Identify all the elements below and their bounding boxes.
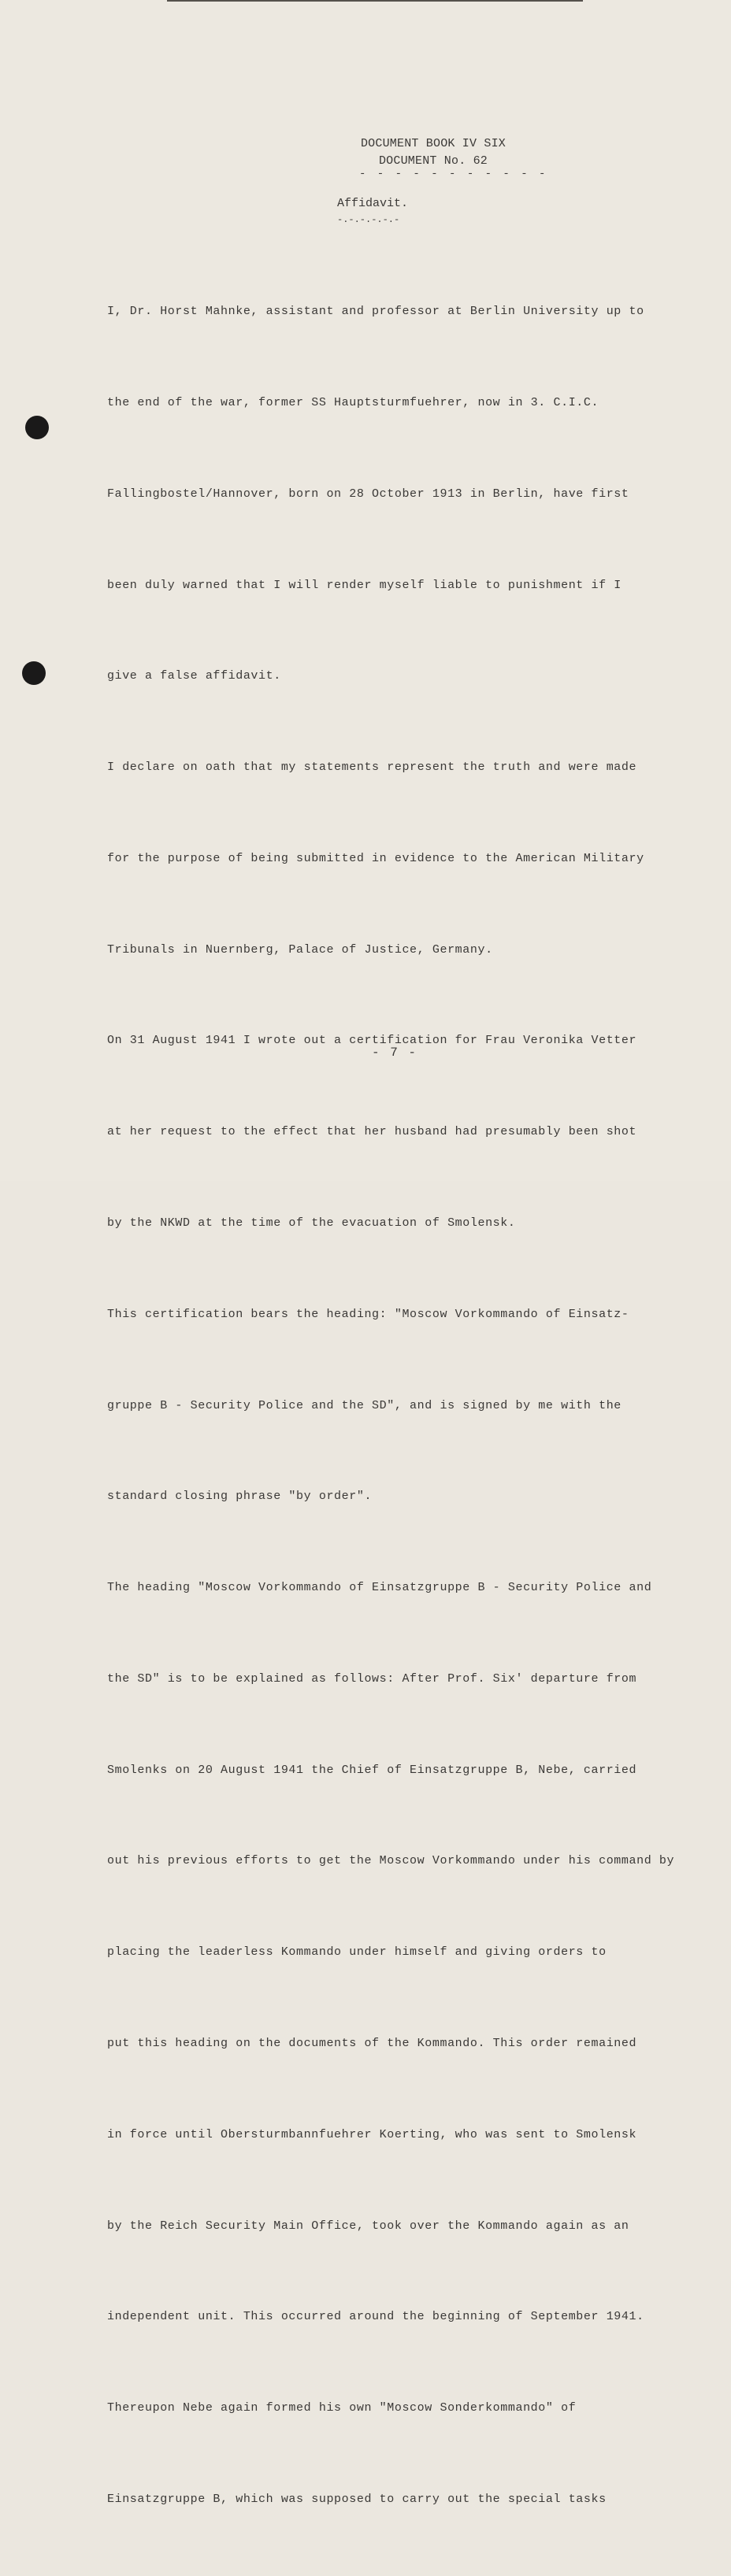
page-number: - 7 -	[372, 1046, 418, 1060]
body-line: been duly warned that I will render myself liable to punishment if I	[107, 578, 622, 592]
body-line: give a false affidavit.	[107, 669, 281, 683]
top-edge-rule	[167, 0, 583, 2]
punch-hole-upper	[25, 416, 49, 439]
body-line: On 31 August 1941 I wrote out a certification for Frau Veronika Vetter	[107, 1034, 637, 1048]
body-line: standard closing phrase "by order".	[107, 1490, 373, 1504]
body-line: put this heading on the documents of the Kommando. This order remained	[107, 2037, 637, 2051]
body-line: Smolenks on 20 August 1941 the Chief of Einsatzgruppe B, Nebe, carried	[107, 1763, 637, 1777]
document-book-label: DOCUMENT BOOK IV SIX	[360, 137, 507, 150]
header-dash-rule: - - - - - - - - - - -	[359, 168, 548, 180]
affidavit-title: Affidavit.	[337, 197, 409, 210]
body-line: Einsatzgruppe B, which was supposed to carry out the special tasks	[107, 2492, 607, 2506]
document-number-label: DOCUMENT No. 62	[378, 154, 488, 168]
body-line: independent unit. This occurred around the beginning of September 1941.	[107, 2310, 644, 2324]
affidavit-body	[107, 236, 690, 2576]
body-line: in force until Obersturmbannfuehrer Koerting, who was sent to Smolensk	[107, 2127, 637, 2141]
title-underline: -.-.-.-.-.-	[337, 214, 400, 225]
body-line: for the purpose of being submitted in evidence to the American Military	[107, 851, 644, 865]
body-line: Tribunals in Nuernberg, Palace of Justice, Germany.	[107, 942, 493, 957]
body-line: gruppe B - Security Police and the SD", and is signed by me with the	[107, 1398, 622, 1412]
body-line: by the NKWD at the time of the evacuation of Smolensk.	[107, 1216, 516, 1230]
body-line: the SD" is to be explained as follows: After Prof. Six' departure from	[107, 1671, 637, 1686]
body-line: at her request to the effect that her husband had presumably been shot	[107, 1125, 637, 1139]
body-line: Fallingbostel/Hannover, born on 28 October 1913 in Berlin, have first	[107, 487, 629, 501]
body-line: I, Dr. Horst Mahnke, assistant and professor at Berlin University up to	[107, 305, 644, 319]
body-line: I declare on oath that my statements represent the truth and were made	[107, 761, 637, 775]
body-line: by the Reich Security Main Office, took over the Kommando again as an	[107, 2219, 629, 2233]
document-header	[339, 135, 528, 170]
body-line: Thereupon Nebe again formed his own "Moscow Sonderkommando" of	[107, 2401, 577, 2415]
body-line: the end of the war, former SS Hauptsturmfuehrer, now in 3. C.I.C.	[107, 395, 599, 409]
body-line: placing the leaderless Kommando under himself and giving orders to	[107, 1945, 607, 1960]
punch-hole-lower	[22, 661, 46, 685]
body-line: out his previous efforts to get the Moscow Vorkommando under his command by	[107, 1854, 675, 1868]
body-line: The heading "Moscow Vorkommando of Einsatzgruppe B - Security Police and	[107, 1581, 652, 1595]
body-line: This certification bears the heading: "Moscow Vorkommando of Einsatz-	[107, 1307, 629, 1321]
